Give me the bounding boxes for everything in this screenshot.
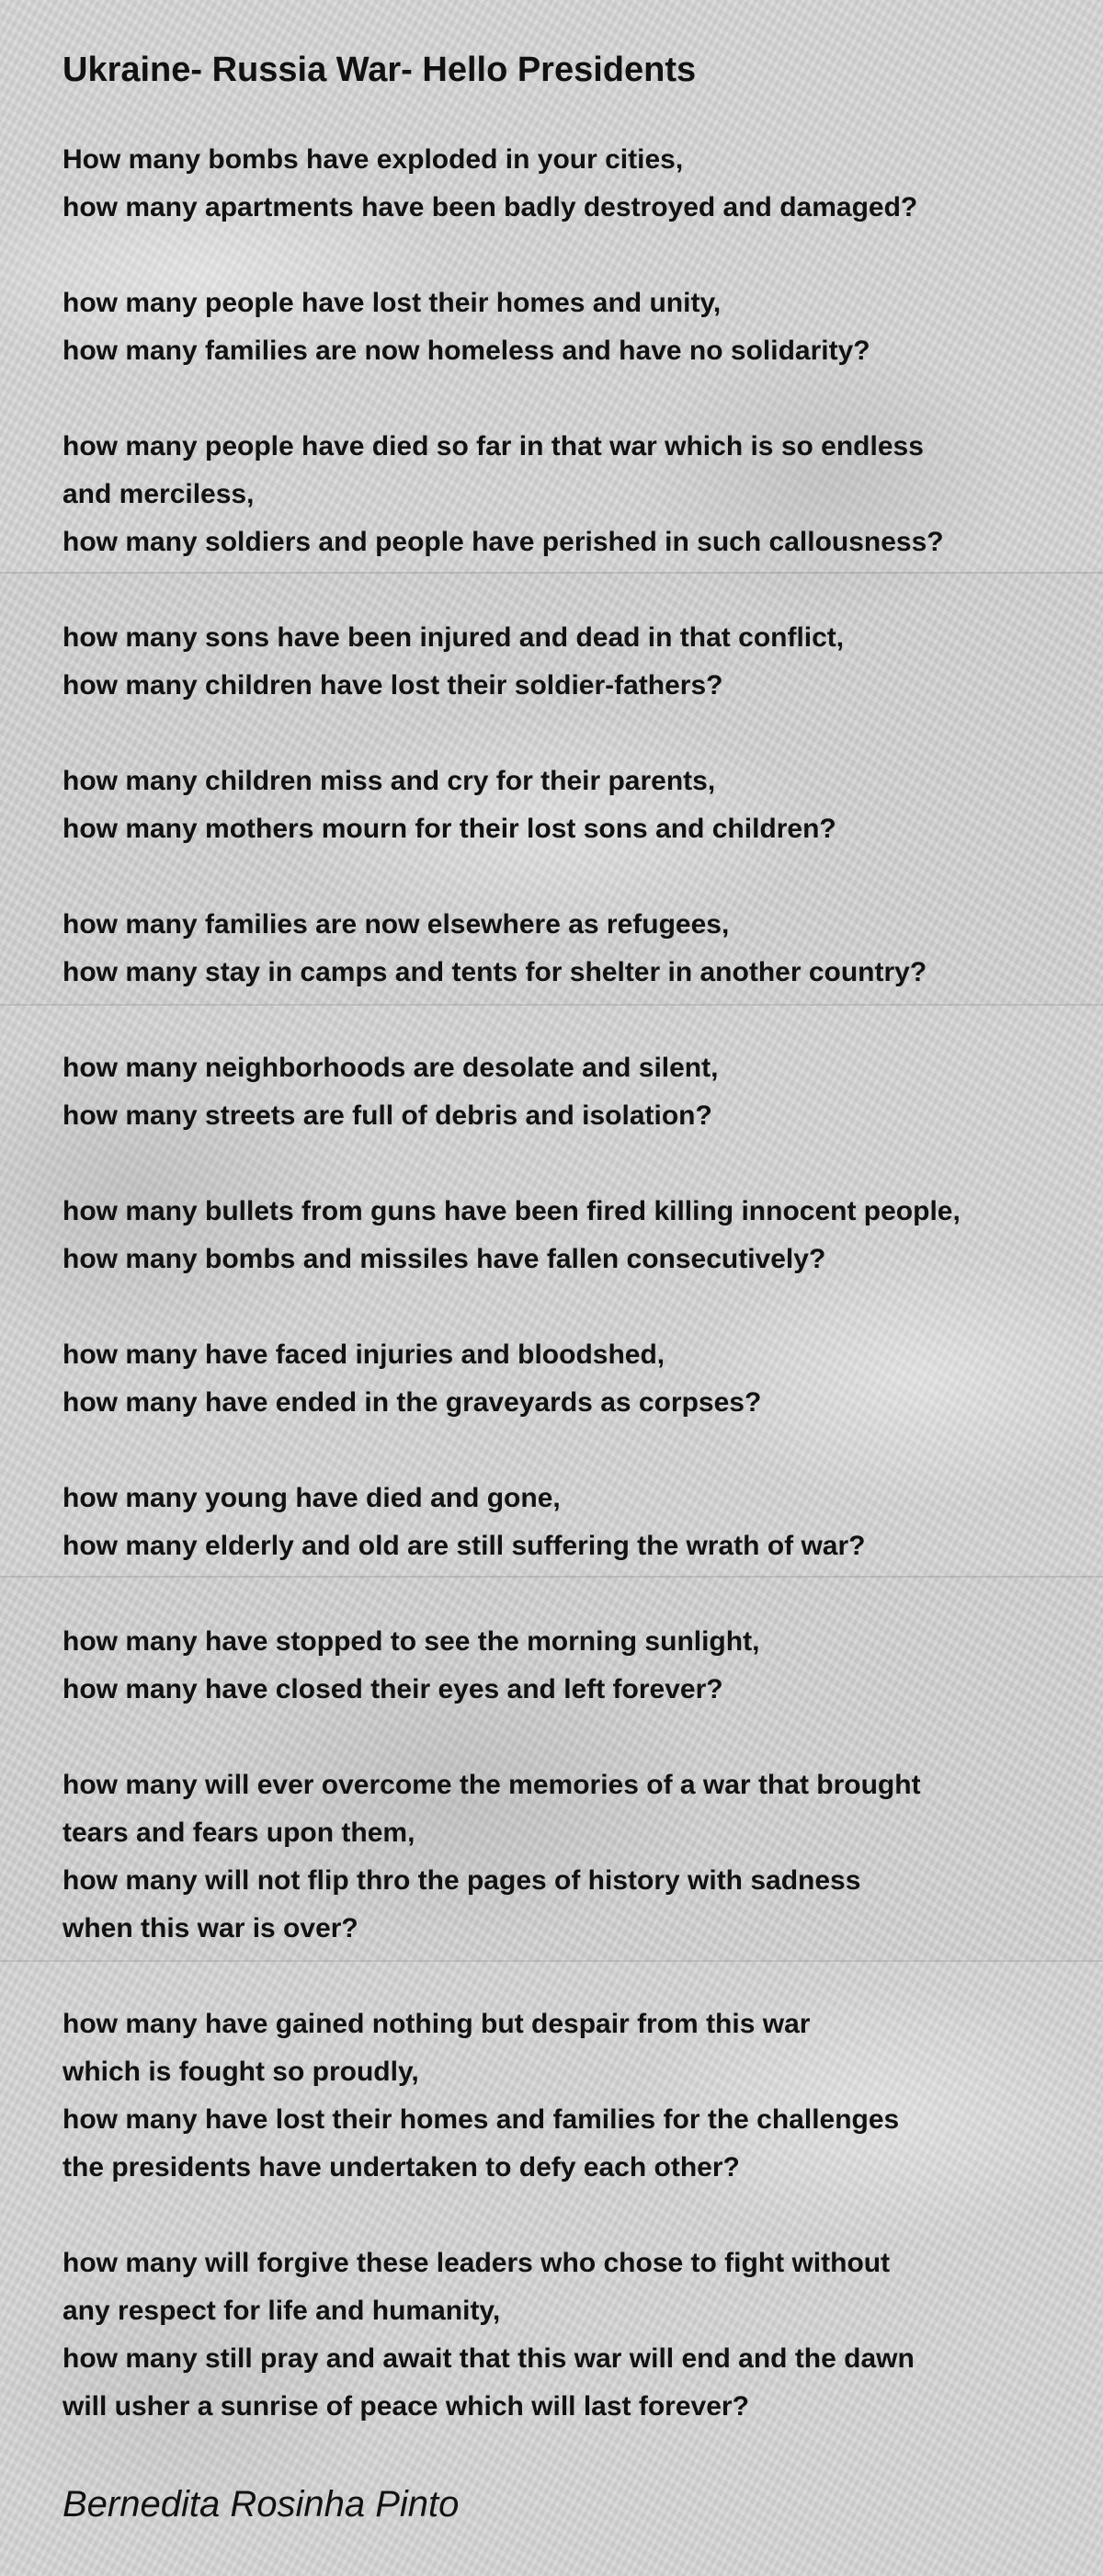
poem-line: How many bombs have exploded in your cities, — [63, 144, 684, 175]
poem-author: Bernedita Rosinha Pinto — [63, 2484, 460, 2525]
poem-line: how many people have lost their homes and unity, — [63, 288, 722, 318]
poem-stanza — [63, 901, 1074, 997]
poem-line: how many families are now homeless and have no solidarity? — [63, 336, 870, 366]
poem-line: how many mothers mourn for their lost sons and children? — [63, 814, 836, 844]
poem-line: how many bullets from guns have been fired killing innocent people, — [63, 1196, 961, 1226]
poem-line: which is fought so proudly, — [63, 2057, 419, 2087]
poem-line: how many soldiers and people have perished in such callousness? — [63, 527, 944, 557]
poem-line: how many people have died so far in that war which is so endless — [63, 431, 924, 462]
poem-line: how many children have lost their soldier-fathers? — [63, 670, 723, 701]
poem-stanza — [63, 1188, 1074, 1283]
poem-line: how many neighborhoods are desolate and silent, — [63, 1053, 719, 1083]
poem-stanza — [63, 279, 1074, 375]
poem-line: how many children miss and cry for their parents, — [63, 766, 716, 796]
poem-line: how many will not flip thro the pages of history with sadness — [63, 1865, 861, 1896]
poem-line: any respect for life and humanity, — [63, 2296, 501, 2326]
poem-line: how many have faced injuries and bloodshed, — [63, 1339, 665, 1370]
poem-line: how many have lost their homes and families for the challenges — [63, 2104, 900, 2135]
poem-line: how many young have died and gone, — [63, 1483, 561, 1513]
poem-line: how many have stopped to see the morning sunlight, — [63, 1626, 760, 1657]
poem-stanza — [63, 1761, 1074, 1953]
poem-stanza — [63, 758, 1074, 853]
poem-line: how many have ended in the graveyards as corpses? — [63, 1387, 762, 1418]
poem-line: how many will forgive these leaders who chose to fight without — [63, 2248, 891, 2278]
poem-line: how many have gained nothing but despair from this war — [63, 2009, 811, 2039]
poem-stanza — [63, 1475, 1074, 1570]
poem-line: how many bombs and missiles have fallen consecutively? — [63, 1244, 826, 1274]
poem-line: and merciless, — [63, 479, 255, 509]
poem-line: how many still pray and await that this war will end and the dawn — [63, 2343, 915, 2374]
poem-line: how many families are now elsewhere as refugees, — [63, 909, 730, 940]
poem-line: how many sons have been injured and dead in that conflict, — [63, 622, 845, 653]
poem-stanza — [63, 614, 1074, 710]
poem-card — [63, 46, 1074, 2530]
poem-line: tears and fears upon them, — [63, 1818, 415, 1848]
poem-line: when this war is over? — [63, 1913, 358, 1943]
poem-body — [63, 136, 1074, 2431]
poem-stanza — [63, 2000, 1074, 2192]
poem-line: how many stay in camps and tents for shelter in another country? — [63, 957, 927, 987]
poem-title: Ukraine- Russia War- Hello Presidents — [63, 51, 697, 89]
poem-stanza — [63, 423, 1074, 566]
poem-line: the presidents have undertaken to defy each other? — [63, 2152, 740, 2183]
poem-line: how many streets are full of debris and isolation? — [63, 1100, 712, 1131]
poem-line: how many have closed their eyes and left forever? — [63, 1674, 723, 1704]
poem-stanza — [63, 1044, 1074, 1140]
poem-stanza — [63, 136, 1074, 232]
poem-line: how many elderly and old are still suffering the wrath of war? — [63, 1531, 866, 1561]
poem-stanza — [63, 1618, 1074, 1714]
poem-line: how many apartments have been badly destroyed and damaged? — [63, 192, 918, 222]
poem-stanza — [63, 1331, 1074, 1427]
poem-line: will usher a sunrise of peace which will last forever? — [63, 2391, 749, 2422]
poem-line: how many will ever overcome the memories of a war that brought — [63, 1770, 921, 1800]
poem-stanza — [63, 2240, 1074, 2431]
